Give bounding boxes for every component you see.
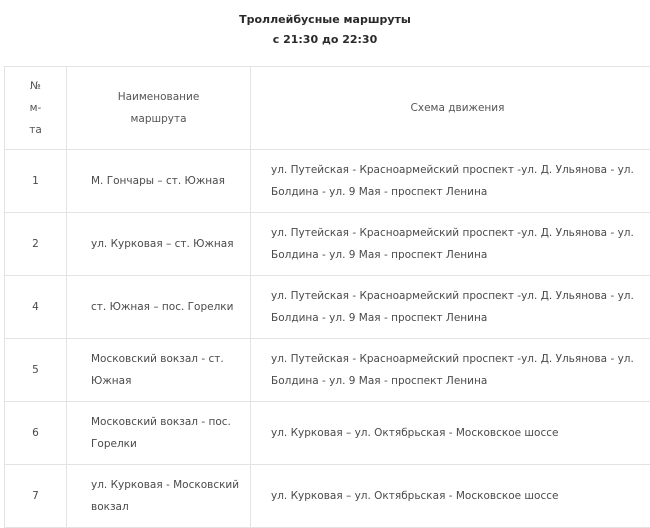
page-subtitle: с 21:30 до 22:30 [0,33,650,46]
route-name: Московский вокзал - ст. Южная [67,339,251,402]
table-row [5,465,650,528]
route-number: 4 [5,276,67,339]
route-scheme: ул. Путейская - Красноармейский проспект -ул. Д. Ульянова - ул. Болдина - ул. 9 Мая - проспект Ленина [251,150,650,213]
route-number: 6 [5,402,67,465]
table-row [5,339,650,402]
route-number: 5 [5,339,67,402]
route-name: Московский вокзал - пос. Горелки [67,402,251,465]
route-scheme: ул. Путейская - Красноармейский проспект -ул. Д. Ульянова - ул. Болдина - ул. 9 Мая - проспект Ленина [251,213,650,276]
header-number-label: № м-та [26,75,46,141]
table-row [5,276,650,339]
routes-table [4,66,650,528]
route-scheme: ул. Путейская - Красноармейский проспект -ул. Д. Ульянова - ул. Болдина - ул. 9 Мая - проспект Ленина [251,276,650,339]
route-name: ст. Южная – пос. Горелки [67,276,251,339]
route-name: ул. Курковая - Московский вокзал [67,465,251,528]
route-scheme: ул. Курковая – ул. Октябрьская - Московское шоссе [251,402,650,465]
header-number [5,67,67,150]
route-number: 1 [5,150,67,213]
header-name [67,67,251,150]
table-row [5,150,650,213]
table-header-row [5,67,650,150]
route-scheme: ул. Курковая – ул. Октябрьская - Московское шоссе [251,465,650,528]
route-name: М. Гончары – ст. Южная [67,150,251,213]
route-number: 2 [5,213,67,276]
table-row [5,213,650,276]
header-name-label: Наименование маршрута [109,86,209,130]
route-name: ул. Курковая – ст. Южная [67,213,251,276]
header-scheme [251,67,650,150]
page-title: Троллейбусные маршруты [0,13,650,26]
header-scheme-label: Схема движения [411,102,505,114]
table-row [5,402,650,465]
route-scheme: ул. Путейская - Красноармейский проспект -ул. Д. Ульянова - ул. Болдина - ул. 9 Мая - проспект Ленина [251,339,650,402]
route-number: 7 [5,465,67,528]
